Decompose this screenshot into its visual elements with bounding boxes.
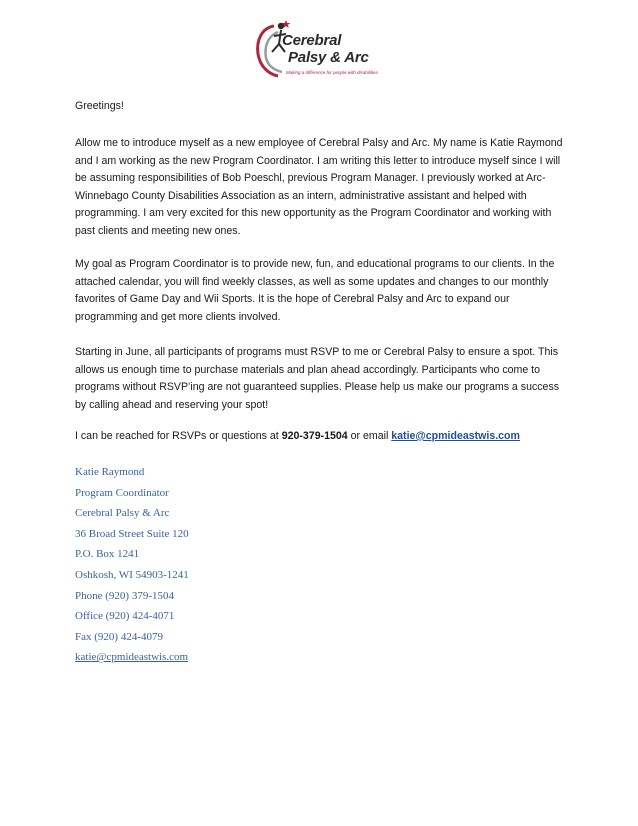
signature-po-box: P.O. Box 1241: [75, 548, 140, 561]
organization-logo: [252, 18, 392, 84]
logo-text-line1: Cerebral: [282, 32, 342, 49]
signature-city: Oshkosh, WI 54903-1241: [75, 568, 189, 581]
signature-organization: Cerebral Palsy & Arc: [75, 507, 170, 520]
contact-line: [75, 428, 567, 446]
paragraph-introduction: Allow me to introduce myself as a new employee of Cerebral Palsy and Arc. My name is Katie Raymond and I am working as the new Program Coordinator. I am writing this letter to introduce myself since I will be assuming responsibilities of Bob Poeschl, previous Program Manager. I previously worked at Arc-Winnebago County Disabilities Association as an intern, administrative assistant and helped with programming. I am very excited for this new opportunity as the Program Coordinator and working with past clients and meeting new ones.: [75, 137, 563, 237]
contact-middle: or email: [347, 430, 392, 442]
signature-fax: Fax (920) 424-4079: [75, 630, 163, 643]
contact-prefix: I can be reached for RSVPs or questions at: [75, 430, 282, 442]
logo-text-line2: Palsy & Arc: [288, 49, 369, 66]
logo-tagline: Making a difference for people with disabilities.: [286, 70, 380, 75]
signature-street: 36 Broad Street Suite 120: [75, 527, 189, 540]
greeting: Greetings!: [75, 100, 124, 112]
paragraph-goals: My goal as Program Coordinator is to provide new, fun, and educational programs to our clients. In the attached calendar, you will find weekly classes, as well as some updates and changes to our monthly favorites of Game Day and Wii Sports. It is the hope of Cerebral Palsy and Arc to expand our programming and get more clients involved.: [75, 258, 555, 323]
signature-office: Office (920) 424-4071: [75, 610, 175, 623]
signature-name: Katie Raymond: [75, 466, 145, 478]
contact-email-link[interactable]: katie@cpmideastwis.com: [391, 430, 520, 442]
signature-phone: Phone (920) 379-1504: [75, 589, 174, 602]
signature-title: Program Coordinator: [75, 486, 169, 499]
paragraph-rsvp: Starting in June, all participants of programs must RSVP to me or Cerebral Palsy to ensure a spot. This allows us enough time to purchase materials and plan ahead accordingly. Participants who come to programs without RSVP’ing are not guaranteed supplies. Please help us make our programs a success by calling ahead and reserving your spot!: [75, 346, 560, 411]
signature-block: [75, 462, 189, 668]
contact-phone: 920-379-1504: [281, 430, 348, 442]
signature-email-link[interactable]: katie@cpmideastwis.com: [75, 651, 189, 664]
